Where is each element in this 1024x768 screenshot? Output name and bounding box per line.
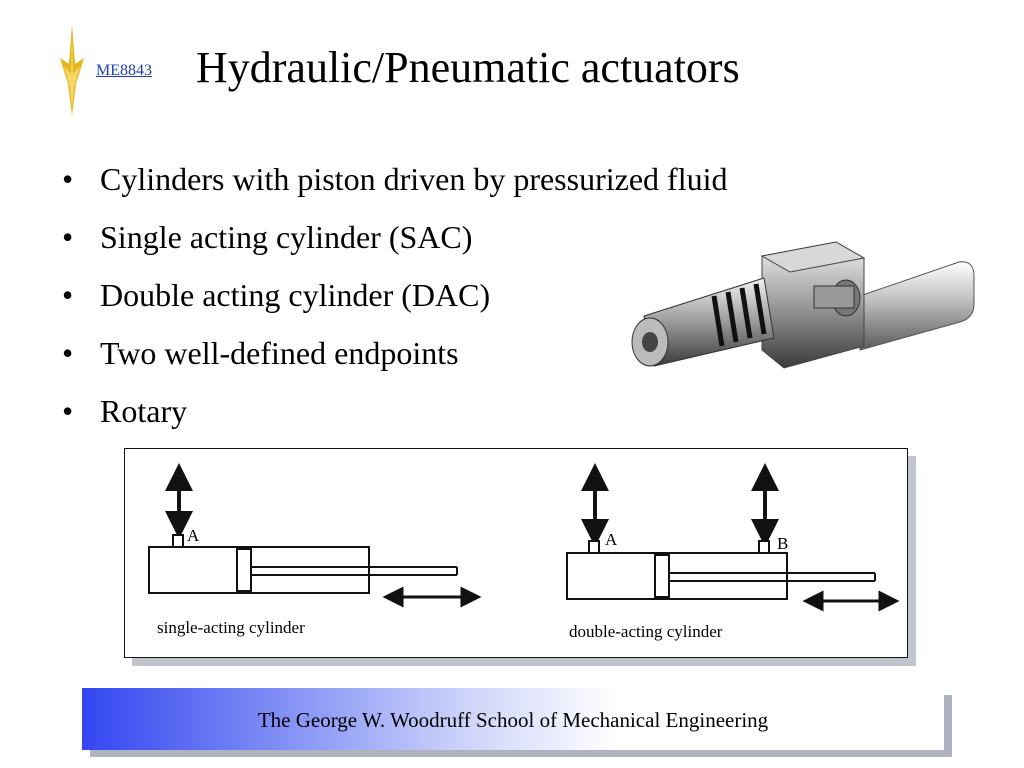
bullet-text: Rotary [100, 393, 188, 429]
bullet-text: Double acting cylinder (DAC) [100, 277, 491, 313]
footer-text: The George W. Woodruff School of Mechanical Engineering [257, 708, 769, 732]
slide-title: Hydraulic/Pneumatic actuators [196, 43, 740, 92]
bullet-dot: • [62, 335, 74, 371]
actuator-cutaway-photo [624, 238, 976, 378]
bullet-dot: • [62, 277, 74, 313]
bullet-item [62, 382, 727, 440]
cylinder-diagram [124, 448, 908, 658]
gt-logo-icon [56, 24, 88, 116]
bullet-text: Two well-defined endpoints [100, 335, 459, 371]
bullet-item [62, 150, 727, 208]
bullet-text: Single acting cylinder (SAC) [100, 219, 473, 255]
port-a-label: A [187, 526, 200, 545]
single-acting-caption: single-acting cylinder [157, 618, 305, 637]
footer-bar [82, 688, 944, 750]
port-b-label: B [777, 534, 789, 553]
port-a-label: A [605, 530, 618, 549]
bullet-dot: • [62, 219, 74, 255]
bullet-dot: • [62, 393, 74, 429]
course-code: ME8843 [96, 62, 152, 79]
bullet-dot: • [62, 161, 74, 197]
double-acting-caption: double-acting cylinder [569, 622, 723, 641]
bullet-text: Cylinders with piston driven by pressurized fluid [100, 161, 728, 197]
